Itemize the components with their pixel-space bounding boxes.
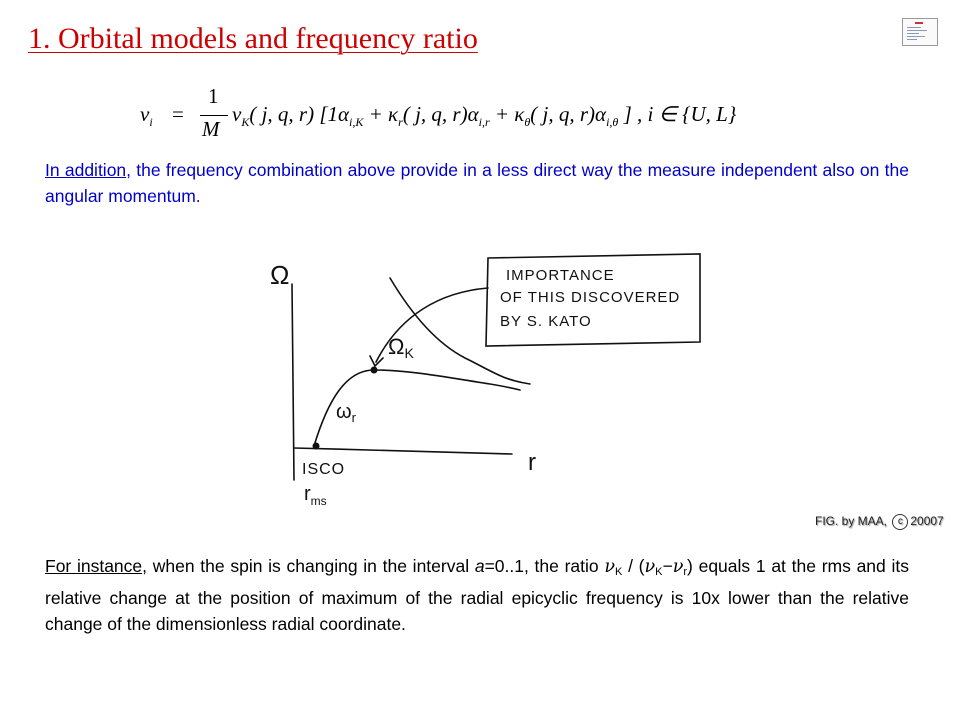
rms-label: $r_{ms}$ (304, 483, 327, 508)
note-line-2: OF THIS DISCOVERED (500, 289, 681, 306)
isco-label: ISCO (302, 461, 346, 478)
paragraph-lead: In addition (45, 160, 127, 180)
x-axis (294, 448, 512, 454)
paragraph-angular-momentum: In addition, the frequency combination above provide in a less direct way the measure independent also on the angular momentum. (45, 160, 909, 206)
note-line-1: IMPORTANCE (506, 267, 615, 284)
slide-thumbnail-icon (902, 18, 938, 46)
omega-k-label: ΩK (388, 334, 414, 361)
hand-drawn-sketch (250, 240, 710, 520)
copyright-icon: c (892, 514, 908, 530)
paragraph-spin-ratio: For instance, when the spin is changing in the interval a=0..1, the ratio $\nu_K / (\nu_K-\nu_r)$ equals 1 at the rms and its relative change at the position of maximum of the radial epicyclic frequency is 10x lower than the relative change of the dimensionless radial coordinate. (45, 556, 909, 634)
figure-credit: FIG. by MAA, c 20007 (815, 514, 944, 529)
omega-r-label: $\omega_r$ (336, 401, 356, 425)
paragraph-lead: For instance (45, 556, 143, 576)
y-axis-label: Ω (270, 260, 290, 290)
isco-dot (313, 443, 320, 450)
y-axis (292, 284, 294, 480)
intersection-dot (371, 367, 378, 374)
frequency-formula: $\nu_i$ = 1 M $\nu_K$( j, q, r) [$1\alpha_{i,K} + \kappa_r$( j, q, $r)\alpha_{i,r} + \kappa_\theta$( j, q, $r)\alpha_{i,\theta}$ ] , i ∈ {U, L} (140, 84, 737, 141)
note-line-3: BY S. KATO (500, 313, 592, 330)
slide-title: 1. Orbital models and frequency ratio (28, 22, 478, 55)
x-axis-label: r (528, 449, 536, 476)
